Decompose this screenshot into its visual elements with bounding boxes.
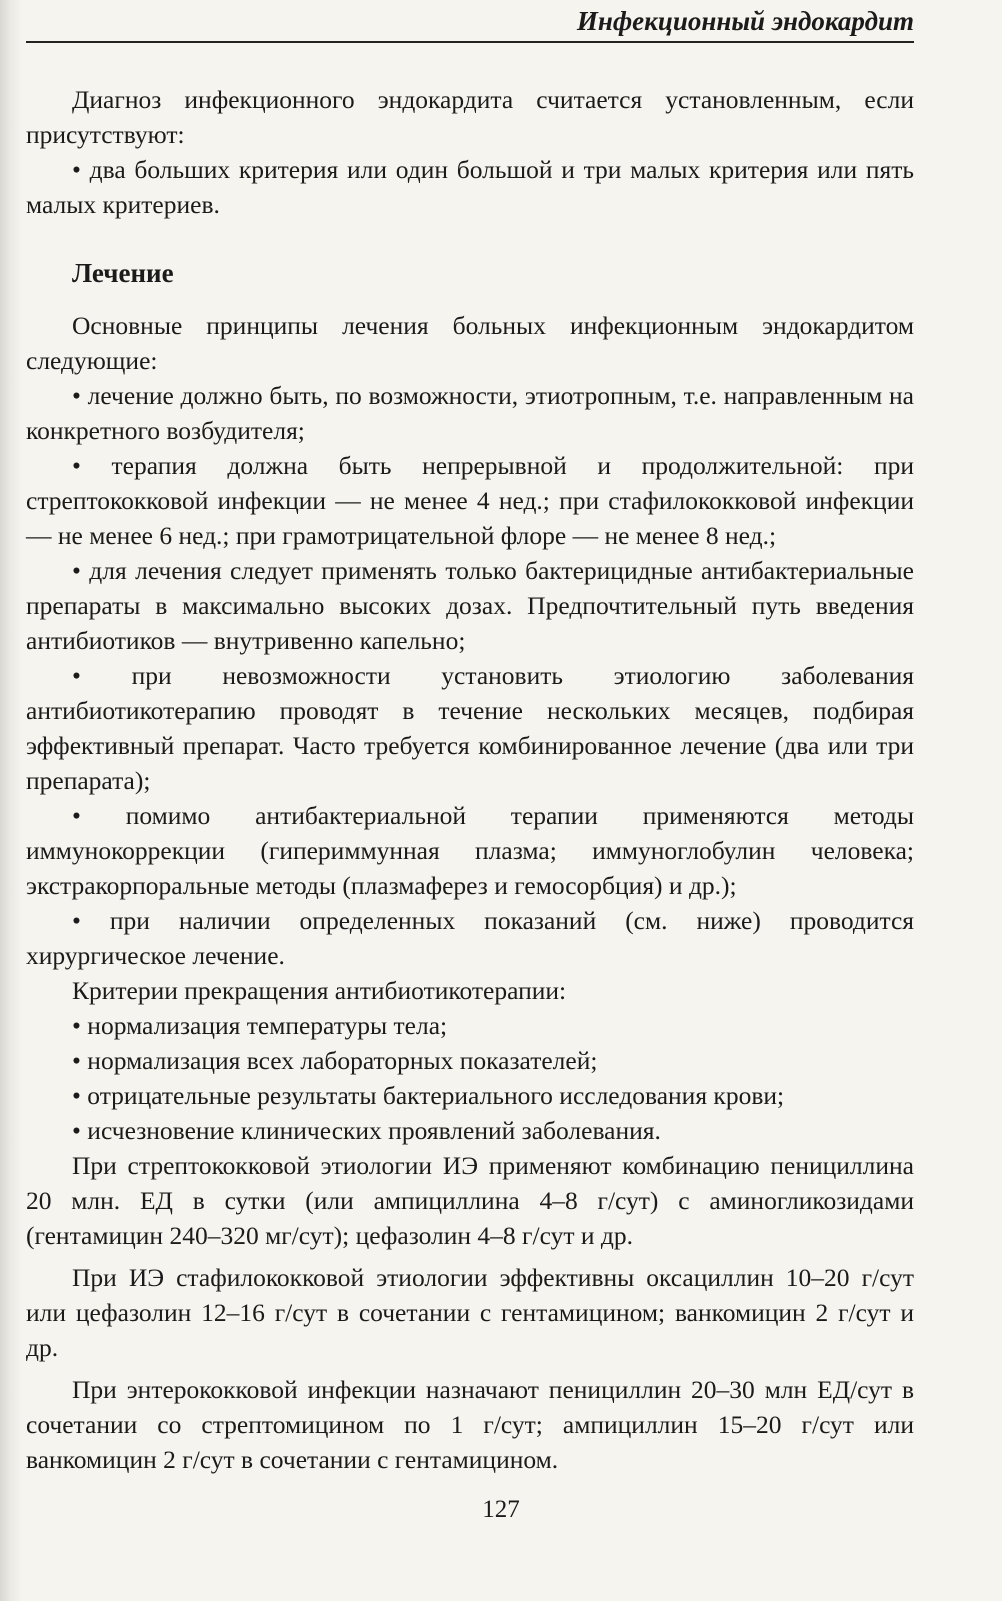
paragraph: При ИЭ стафилококковой этиологии эффективны оксациллин 10–20 г/сут или цефазолин 12–16 г/сут в сочетании с гентамицином; ванкомицин 2 г/сут и др.: [26, 1263, 914, 1362]
paragraph: • помимо антибактериальной терапии применяются методы иммунокоррекции (гипериммунная плазма; иммуноглобулин человека; экстракорпоральные методы (плазмаферез и гемосорбция) и др.);: [26, 801, 914, 900]
paragraph: • терапия должна быть непрерывной и продолжительной: при стрептококковой инфекции — не менее 4 нед.; при стафилококковой инфекции — не менее 6 нед.; при грамотрицательной флоре — не менее 8 нед.;: [26, 451, 914, 550]
paragraph: • нормализация всех лабораторных показателей;: [72, 1046, 598, 1075]
paragraph: При энтерококковой инфекции назначают пенициллин 20–30 млн ЕД/сут в сочетании со стрептомицином по 1 г/сут; ампициллин 15–20 г/сут или ванкомицин 2 г/сут в сочетании с гентамицином.: [26, 1375, 914, 1474]
paragraph: • два больших критерия или один большой и три малых критерия или пять малых критериев.: [26, 155, 914, 219]
paragraph: • исчезновение клинических проявлений заболевания.: [72, 1116, 661, 1145]
paragraph: Критерии прекращения антибиотикотерапии:: [72, 976, 567, 1005]
paragraph: • при наличии определенных показаний (см. ниже) проводится хирургическое лечение.: [26, 906, 914, 970]
page-number: 127: [482, 1496, 520, 1523]
paragraph: Диагноз инфекционного эндокардита считается установленным, если присутствуют:: [26, 85, 914, 149]
running-title: Инфекционный эндокардит: [26, 4, 914, 43]
paragraph: При стрептококковой этиологии ИЭ применяют комбинацию пенициллина 20 млн. ЕД в сутки (или ампициллина 4–8 г/сут) с аминогликозидами (гентамицин 240–320 мг/сут); цефазолин 4–8 г/сут и др.: [26, 1151, 914, 1250]
paragraph: • при невозможности установить этиологию заболевания антибиотикотерапию проводят в течение нескольких месяцев, подбирая эффективный препарат. Часто требуется комбинированное лечение (два или три препарата);: [26, 661, 914, 795]
section-heading: Лечение: [72, 258, 174, 288]
paragraph: Основные принципы лечения больных инфекционным эндокардитом следующие:: [26, 311, 914, 375]
paragraph: • нормализация температуры тела;: [72, 1011, 448, 1040]
page-body: [26, 82, 914, 1477]
paragraph: • для лечения следует применять только бактерицидные антибактериальные препараты в максимально высоких дозах. Предпочтительный путь введения антибиотиков — внутривенно капельно;: [26, 556, 914, 655]
paragraph: • лечение должно быть, по возможности, этиотропным, т.е. направленным на конкретного возбудителя;: [26, 381, 914, 445]
paragraph: • отрицательные результаты бактериального исследования крови;: [72, 1081, 785, 1110]
